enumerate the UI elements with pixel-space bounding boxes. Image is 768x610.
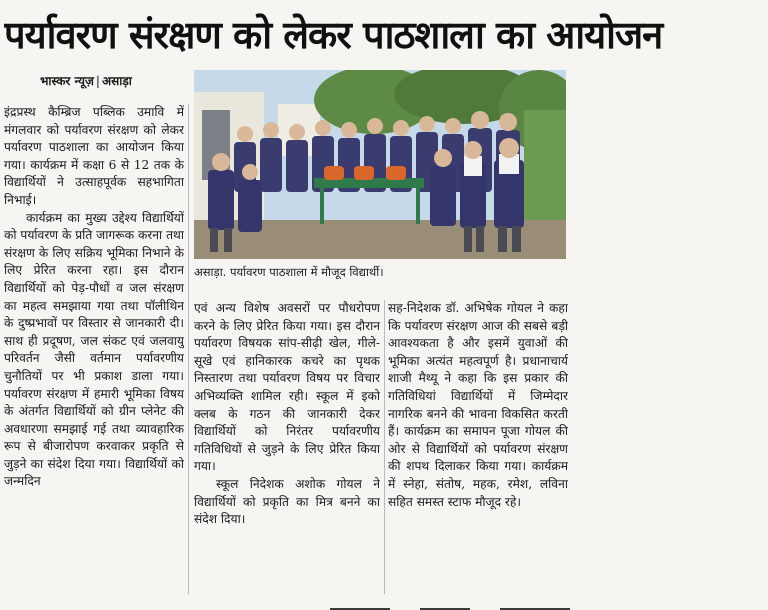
- article-column-2: [194, 300, 380, 596]
- byline: [40, 72, 132, 89]
- news-photo: [194, 70, 566, 259]
- byline-source: भास्कर न्यूज़: [40, 74, 94, 88]
- byline-location: असाड़ा: [101, 74, 132, 88]
- article-paragraph: इंद्रप्रस्थ कैम्ब्रिज पब्लिक उमावि में मंगलवार को पर्यावरण संरक्षण को लेकर पर्यावरण पाठशाला का आयोजन किया गया। कार्यक्रम में कक्षा 6 से 12 तक के विद्यार्थियों ने उत्साहपूर्वक सहभागिता निभाई।: [4, 105, 184, 207]
- article-column-1: [4, 104, 184, 596]
- byline-separator: |: [95, 74, 100, 88]
- article-column-3: [388, 300, 568, 596]
- article-paragraph: कार्यक्रम का मुख्य उद्देश्य विद्यार्थियों को पर्यावरण के प्रति जागरूक करना तथा संरक्षण के लिए सक्रिय भूमिका निभाने के लिए प्रेरित करना रहा। इस दौरान विद्यार्थियों को पेड़-पौधों व जल संरक्षण का महत्व समझाया गया तथा पॉलीथिन के दुष्प्रभावों पर विस्तार से जानकारी दी। साथ ही प्रदूषण, जल संकट एवं जलवायु परिवर्तन जैसी वर्तमान पर्यावरणीय चुनौतियों पर भी प्रकाश डाला गया। पर्यावरण संरक्षण में हमारी भूमिका विषय के अंतर्गत विद्यार्थियों को ग्रीन प्लेनेट की अवधारणा समझाई गई तथा व्यावहारिक रूप से बीजारोपण करवाकर प्रकृति से जुड़ने का संदेश दिया गया। विद्यार्थियों को जन्मदिन: [4, 210, 184, 489]
- clipped-text-edge: [0, 605, 768, 610]
- column-divider: [384, 300, 385, 594]
- column-divider: [188, 104, 189, 594]
- article-paragraph: स्कूल निदेशक अशोक गोयल ने विद्यार्थियों को प्रकृति का मित्र बनने का संदेश दिया।: [194, 476, 380, 527]
- article-paragraph: सह-निदेशक डॉ. अभिषेक गोयल ने कहा कि पर्यावरण संरक्षण आज की सबसे बड़ी आवश्यकता है और इसमें युवाओं की भूमिका अत्यंत महत्वपूर्ण है। प्रधानाचार्य शाजी मैथ्यू ने कहा कि इस प्रकार की गतिविधियां विद्यार्थियों में जिम्मेदार नागरिक बनने की भावना विकसित करती हैं। कार्यक्रम का समापन पूजा गोयल की ओर से विद्यार्थियों को पर्यावरण संरक्षण की शपथ दिलाकर किया गया। कार्यक्रम में स्नेहा, संतोष, महक, रमेश, लविना सहित समस्त स्टाफ मौजूद रहे।: [388, 301, 568, 509]
- photo-caption: असाड़ा. पर्यावरण पाठशाला में मौजूद विद्यार्थी।: [194, 265, 384, 279]
- next-article-edge: [0, 600, 768, 610]
- headline: पर्यावरण संरक्षण को लेकर पाठशाला का आयोजन: [4, 13, 663, 57]
- article-paragraph: एवं अन्य विशेष अवसरों पर पौधरोपण करने के लिए प्रेरित किया गया। इस दौरान पर्यावरण विषयक सांप-सीढ़ी खेल, गीले-सूखे एवं हानिकारक कचरे का पृथक निस्तारण तथा पर्यावरण विषय पर विचार अभिव्यक्ति शामिल रही। स्कूल में इको क्लब के गठन की जानकारी देकर विद्यार्थियों को निरंतर पर्यावरणीय गतिविधियों से जुड़ने के लिए प्रेरित किया गया।: [194, 301, 380, 474]
- students-photo-illustration: [194, 70, 566, 259]
